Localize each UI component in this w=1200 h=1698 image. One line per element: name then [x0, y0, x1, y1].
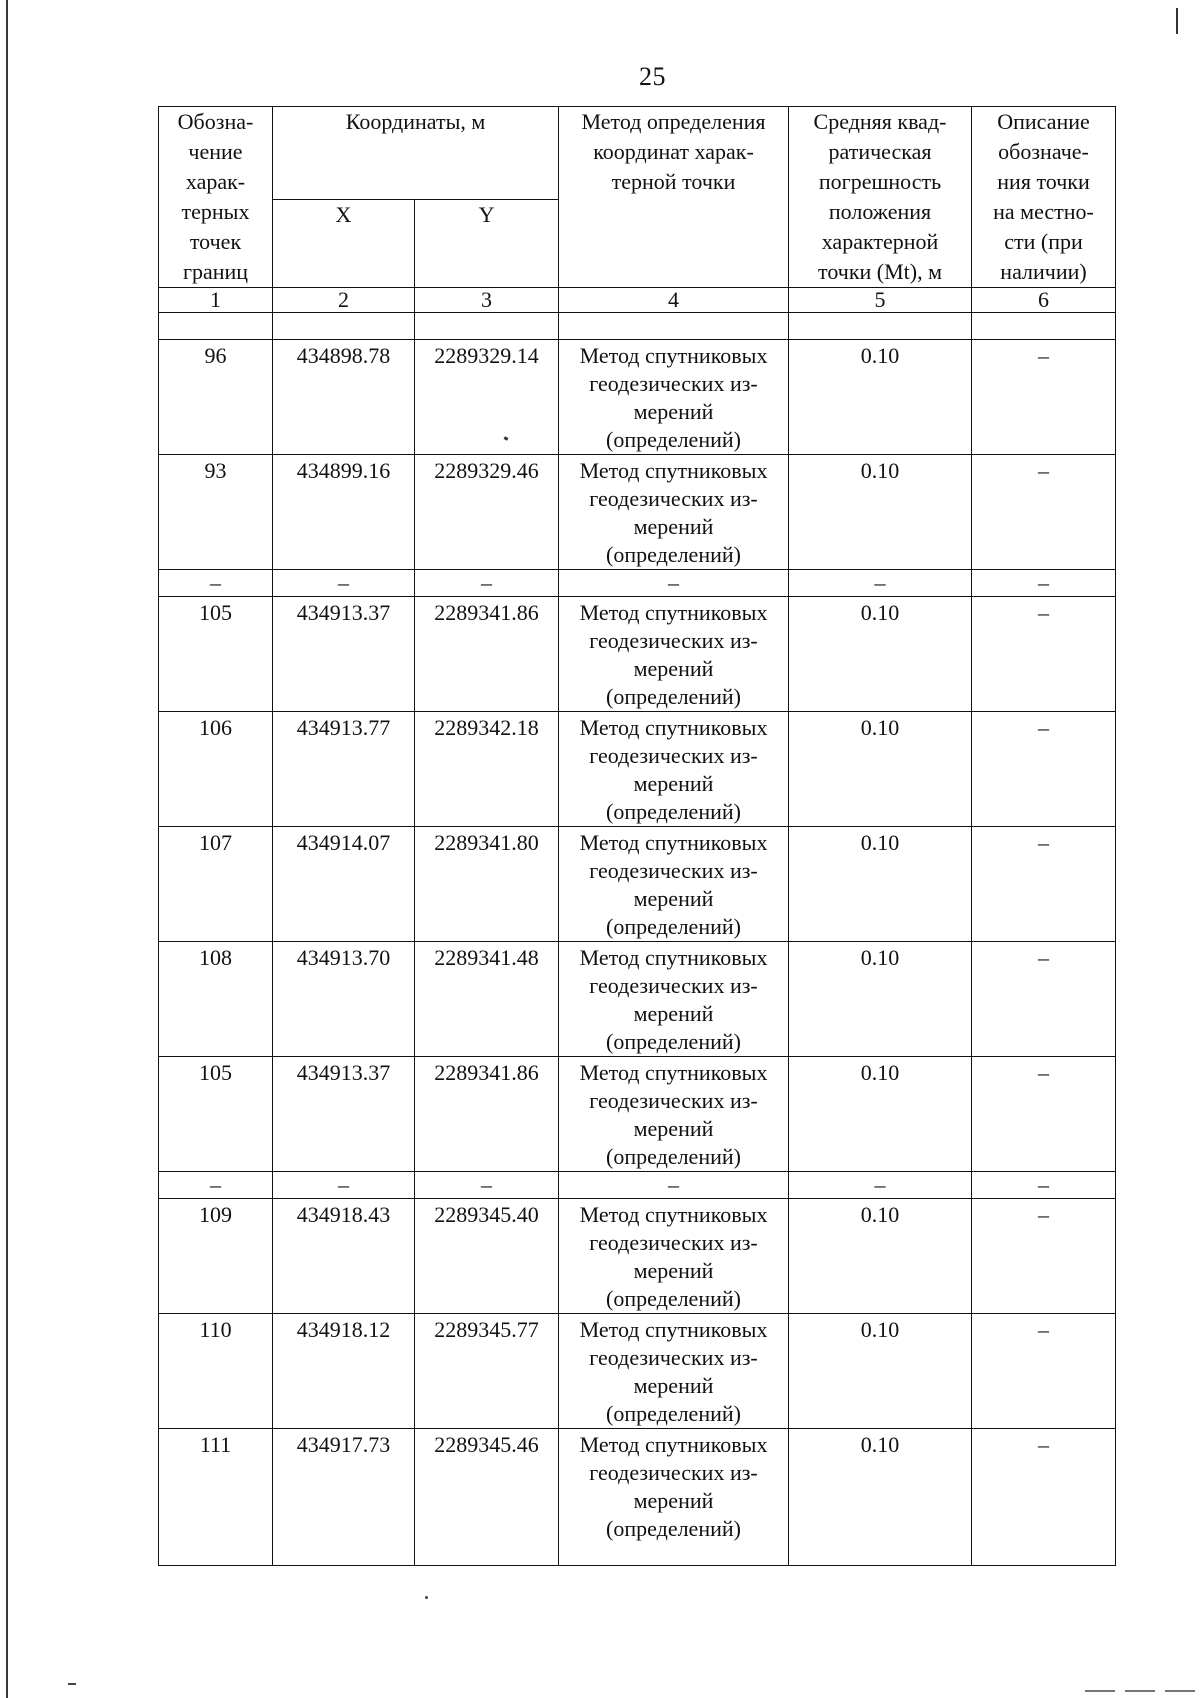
cell-y: 2289342.18 [415, 712, 559, 827]
cell-method: Метод спутниковых геодезических из- мерений (определений) [559, 340, 789, 455]
dash-cell [415, 1172, 559, 1199]
cell-method: Метод спутниковых геодезических из- мерений (определений) [559, 597, 789, 712]
dash-symbol: – [338, 1172, 349, 1197]
cell-point: 107 [159, 827, 273, 942]
cell-mt: 0.10 [789, 455, 972, 570]
empty-cell [273, 313, 415, 340]
empty-cell [972, 313, 1116, 340]
cell-x: 434917.73 [273, 1429, 415, 1566]
cell-y: 2289341.86 [415, 1057, 559, 1172]
table-row [159, 712, 1116, 827]
dash-cell [415, 570, 559, 597]
cell-description: – [972, 455, 1116, 570]
table-row [159, 455, 1116, 570]
cell-mt: 0.10 [789, 712, 972, 827]
header-x: X [273, 199, 415, 288]
table-row [159, 827, 1116, 942]
dash-cell [273, 570, 415, 597]
empty-cell [789, 313, 972, 340]
cell-description: – [972, 597, 1116, 712]
cell-description: – [972, 827, 1116, 942]
cell-x: 434913.37 [273, 1057, 415, 1172]
dash-symbol: – [668, 1172, 680, 1197]
dash-cell [972, 1172, 1116, 1199]
header-coordinates: Координаты, м [273, 107, 559, 200]
dash-cell [972, 570, 1116, 597]
header-description [972, 107, 1116, 288]
scan-mark [1085, 1690, 1115, 1692]
column-number: 6 [972, 288, 1116, 313]
table-row [159, 597, 1116, 712]
column-number: 2 [273, 288, 415, 313]
scan-mark [1125, 1690, 1155, 1692]
column-number: 4 [559, 288, 789, 313]
page-number: 25 [639, 62, 666, 91]
empty-cell [559, 313, 789, 340]
cell-y: 2289345.46 [415, 1429, 559, 1566]
page-scan-edge [6, 0, 8, 1698]
cell-point: 110 [159, 1314, 273, 1429]
cell-y: 2289341.80 [415, 827, 559, 942]
table-body [159, 313, 1116, 1566]
cell-x: 434913.37 [273, 597, 415, 712]
cell-point: 105 [159, 1057, 273, 1172]
dash-symbol: – [481, 570, 492, 595]
cell-mt: 0.10 [789, 1199, 972, 1314]
cell-mt: 0.10 [789, 1314, 972, 1429]
cell-x: 434918.43 [273, 1199, 415, 1314]
table-row [159, 942, 1116, 1057]
cell-description: – [972, 1429, 1116, 1566]
cell-x: 434918.12 [273, 1314, 415, 1429]
dash-symbol: – [874, 570, 886, 595]
table-row-separator [159, 1172, 1116, 1199]
cell-mt: 0.10 [789, 942, 972, 1057]
cell-point: 109 [159, 1199, 273, 1314]
header-description-text: Описание обозначе- ния точки на местно- сти (при наличии) [993, 109, 1094, 284]
cell-point: 105 [159, 597, 273, 712]
cell-method: Метод спутниковых геодезических из- мерений (определений) [559, 1057, 789, 1172]
header-method [559, 107, 789, 288]
cell-mt: 0.10 [789, 1429, 972, 1566]
cell-description: – [972, 340, 1116, 455]
table-row [159, 1314, 1116, 1429]
cell-y: 2289345.40 [415, 1199, 559, 1314]
dash-symbol: – [1038, 1172, 1050, 1197]
cell-y: 2289345.77 [415, 1314, 559, 1429]
cell-y: 2289341.86 [415, 597, 559, 712]
dash-cell [273, 1172, 415, 1199]
cell-x: 434914.07 [273, 827, 415, 942]
dash-cell [559, 1172, 789, 1199]
column-number: 3 [415, 288, 559, 313]
table-row-separator [159, 570, 1116, 597]
table-row-blank [159, 313, 1116, 340]
cell-method: Метод спутниковых геодезических из- мерений (определений) [559, 1314, 789, 1429]
cell-y: 2289329.46 [415, 455, 559, 570]
dash-cell [789, 570, 972, 597]
scan-speck [68, 1683, 76, 1685]
header-y: Y [415, 199, 559, 288]
table-row [159, 1199, 1116, 1314]
dash-symbol: – [338, 570, 349, 595]
column-number: 5 [789, 288, 972, 313]
cell-description: – [972, 1314, 1116, 1429]
cell-x: 434913.70 [273, 942, 415, 1057]
header-designation-text: Обозна- чение харак- терных точек границ [177, 109, 254, 284]
cell-method: Метод спутниковых геодезических из- мерений (определений) [559, 455, 789, 570]
cell-point: 96 [159, 340, 273, 455]
cell-method: Метод спутниковых геодезических из- мерений (определений) [559, 712, 789, 827]
dash-cell [559, 570, 789, 597]
dash-symbol: – [210, 570, 221, 595]
cell-x: 434899.16 [273, 455, 415, 570]
cell-point: 93 [159, 455, 273, 570]
cell-description: – [972, 712, 1116, 827]
dash-cell [159, 570, 273, 597]
dash-symbol: – [210, 1172, 221, 1197]
cell-method: Метод спутниковых геодезических из- мерений (определений) [559, 827, 789, 942]
cell-description: – [972, 1199, 1116, 1314]
coordinates-table [158, 106, 1116, 1566]
cell-x: 434898.78 [273, 340, 415, 455]
dash-cell [159, 1172, 273, 1199]
cell-description: – [972, 942, 1116, 1057]
header-error-text: Средняя квад- ратическая погрешность положения характерной точки (Mt), м [813, 109, 947, 284]
cell-y: 2289329.14 [415, 340, 559, 455]
cell-method: Метод спутниковых геодезических из- мерений (определений) [559, 942, 789, 1057]
scan-mark [1165, 1690, 1195, 1692]
header-error [789, 107, 972, 288]
header-designation [159, 107, 273, 288]
table-row [159, 340, 1116, 455]
dash-symbol: – [668, 570, 680, 595]
table-row [159, 1429, 1116, 1566]
column-number: 1 [159, 288, 273, 313]
dash-symbol: – [481, 1172, 492, 1197]
empty-cell [159, 313, 273, 340]
column-number-row [159, 288, 1116, 313]
cell-description: – [972, 1057, 1116, 1172]
header-method-text: Метод определения координат харак- терной точки [581, 109, 766, 194]
dash-cell [789, 1172, 972, 1199]
cell-point: 108 [159, 942, 273, 1057]
cell-y: 2289341.48 [415, 942, 559, 1057]
cell-mt: 0.10 [789, 1057, 972, 1172]
scan-speck [425, 1596, 428, 1599]
cell-mt: 0.10 [789, 597, 972, 712]
cell-point: 111 [159, 1429, 273, 1566]
cell-mt: 0.10 [789, 340, 972, 455]
cell-x: 434913.77 [273, 712, 415, 827]
table-row [159, 1057, 1116, 1172]
scan-mark [1176, 8, 1178, 34]
dash-symbol: – [1038, 570, 1050, 595]
cell-mt: 0.10 [789, 827, 972, 942]
cell-point: 106 [159, 712, 273, 827]
cell-method: Метод спутниковых геодезических из- мерений (определений) [559, 1429, 789, 1566]
cell-method: Метод спутниковых геодезических из- мерений (определений) [559, 1199, 789, 1314]
dash-symbol: – [874, 1172, 886, 1197]
empty-cell [415, 313, 559, 340]
